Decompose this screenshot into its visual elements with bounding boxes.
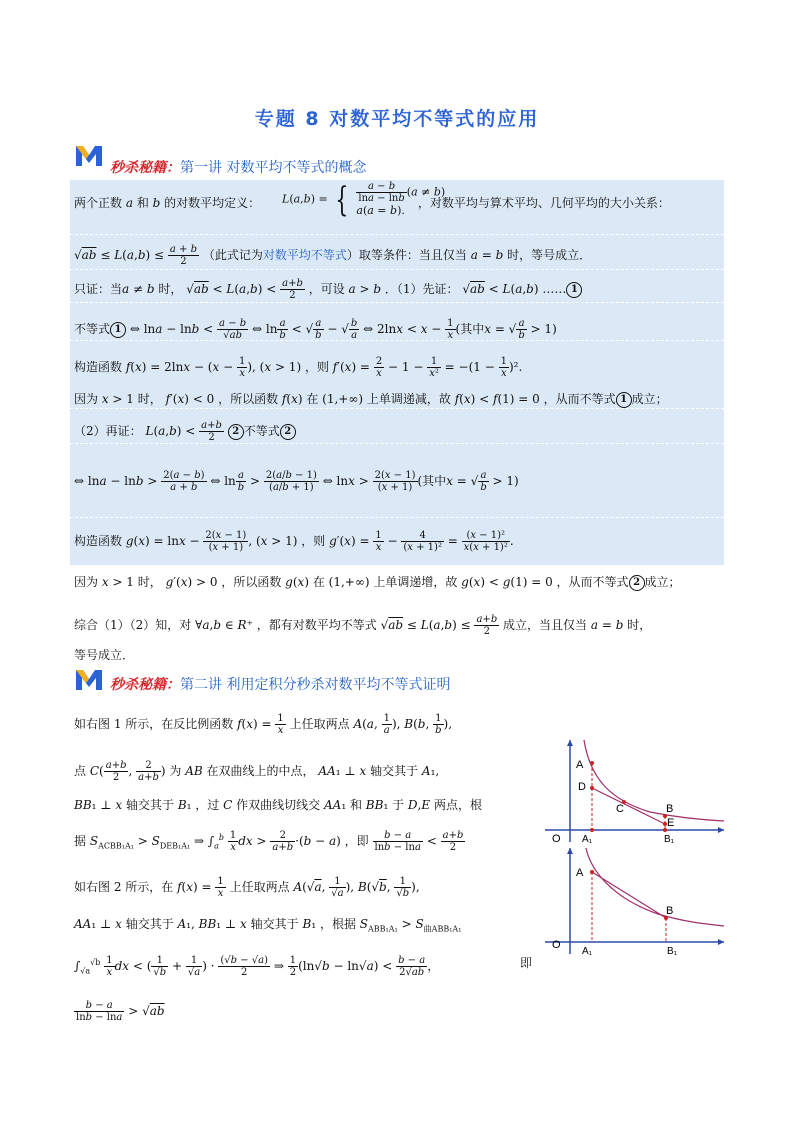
label-D: D — [578, 781, 586, 793]
construct-f-line: 构造函数 f(x) = 2lnx − (x − $\frac{1}{x}$ ), (x > 1) ，则 f′(x) = $\frac{2}{x}$ − 1 − $\frac{1}{\text{x²}}$ = −(1 − $\frac{1}{x}$ )². — [74, 356, 523, 379]
brand-logo-icon — [74, 142, 104, 168]
definition-line: 两个正数 a 和 b 的对数平均定义： ，对数平均与算术平均、几何平均的大小关系： — [74, 196, 670, 210]
second-proof-line: （2）再证： L(a,b) < $\frac{a+b}{2}$ 2 不等式 2 — [74, 420, 296, 443]
figure2-intro: 如右图 2 所示，在 f(x) = $\frac{1}{x}$ 上任取两点 A(√a, $\frac{1}{√a}$ ), B(√b, $\frac{1}{√b}$ ), — [74, 876, 420, 899]
midpoint-line: 点 C( $\frac{a+b}{2}$ , $\frac{2}{a+b}$ ) 为 AB 在双曲线上的中点， AA₁ ⊥ x 轴交其于 A₁, — [74, 760, 440, 783]
figure1-intro: 如右图 1 所示，在反比例函数 f(x) = $\frac{1}{x}$ 上任取两点 A(a, $\frac{1}{a}$ ), B(b, $\frac{1}{b}$ ), — [74, 713, 453, 736]
label-C: C — [616, 803, 624, 815]
section-header-1 — [74, 142, 104, 172]
construct-g-line: 构造函数 g(x) = lnx − $\frac{2(x - 1)}{(x + 1)}$ , (x > 1) ，则 g′(x) = $\frac{1}{x}$ − $\frac{4}{\text{(x + 1)²}}$ = $\frac{\text{(x − 1)²}}{\text{x(x + 1)²}}$ . — [74, 530, 514, 553]
label-B1: B₁ — [667, 946, 678, 956]
label-O: O — [552, 833, 561, 843]
final-inequality: $\frac{b - a}{\ln b - \ln a}$ > √ab — [76, 1000, 165, 1023]
label-A: A — [576, 867, 584, 879]
figure-2-hyperbola — [540, 846, 725, 956]
section-header-2 — [74, 666, 104, 696]
label-A: A — [576, 759, 584, 771]
label-B1: B₁ — [664, 834, 675, 843]
proof-intro-line: 只证：当a ≠ b 时， √ab < L(a,b) < $\frac{a+b}{2}$ ，可设 a > b ．（1）先证： √ab < L(a,b) …… 1 — [74, 278, 582, 301]
so-label: 即 — [520, 956, 533, 970]
label-O: O — [552, 939, 561, 951]
conclusion-line: 综合（1）（2）知，对 ∀a,b ∈ R⁺ ，都有对数平均不等式 √ab ≤ L(a,b) ≤ $\frac{a+b}{2}$ 成立，当且仅当 a = b 时， — [74, 614, 652, 637]
log-mean-definition: L(a,b) = { $\frac{a - b}{\ln a - \ln b}$ (a ≠ b) a(a = b). — [282, 179, 446, 220]
label-A1: A₁ — [582, 834, 593, 843]
label-E: E — [667, 817, 675, 829]
monotone-g-line: 因为 x > 1 时， g′(x) > 0 ，所以函数 g(x) 在 (1,+∞) 上单调递增，故 g(x) < g(1) = 0 ，从而不等式 2 成立； — [74, 575, 681, 589]
section-title-1: 秒杀秘籍：第一讲 对数平均不等式的概念 — [110, 160, 367, 176]
inequality-line: √ab ≤ L(a,b) ≤ $\frac{a + b}{2}$ （此式记为对数平均不等式）取等条件：当且仅当 a = b 时，等号成立． — [74, 244, 592, 267]
monotone-f-line: 因为 x > 1 时， f′(x) < 0 ，所以函数 f(x) 在 (1,+∞) 上单调递减，故 f(x) < f(1) = 0 ，从而不等式 1 成立； — [74, 392, 668, 406]
equivalence-line-1: 不等式 1 ⇔ lna − lnb < $\frac{a - b}{√ab}$ ⇔ ln $\frac{a}{b}$ < √ $\frac{a}{b}$ − √ $\frac{b}{a}$ ⇔ 2lnx < x − $\frac{1}{x}$ (其中x = √ $\frac{a}{b}$ > 1) — [74, 318, 557, 341]
figure-1-hyperbola — [540, 738, 725, 843]
page-title: 专题 8 对数平均不等式的应用 — [254, 108, 540, 130]
section-title-2: 秒杀秘籍：第二讲 利用定积分秒杀对数平均不等式证明 — [110, 677, 451, 693]
label-B: B — [666, 905, 674, 917]
perpendicular-line: AA₁ ⊥ x 轴交其于 A₁, BB₁ ⊥ x 轴交其于 B₁ ，根据 $S_{ABB_1A_1} > S_{曲ABB_1A_1}$ — [74, 917, 462, 934]
area-compare-line: 据 $S_{ACBB_1A_1} > S_{DEB_1A_1}$ ⇒ $\int_a^b$ $\frac{1}{x}$ dx > $\frac{2}{a+b}$ ·(b − a) ，即 $\frac{b - a}{\ln b - \ln a}$ < $\frac{a+b}{2}$ — [74, 830, 464, 853]
tangent-line: BB₁ ⊥ x 轴交其于 B₁ ，过 C 作双曲线切线交 AA₁ 和 BB₁ 于 D,E 两点，根 — [74, 798, 482, 812]
integral-line: $\int_{√a}^{√b}$ $\frac{1}{x}$ dx < ( $\frac{1}{√b}$ + $\frac{1}{√a}$ ) · $\frac{(√b - √a)}{2}$ ⇒ $\frac{1}{2}$ (ln√b − ln√a) < $\frac{b - a}{2√ab}$ ， — [74, 955, 440, 978]
conclusion-line-2: 等号成立． — [74, 648, 135, 662]
equivalence-line-2: ⇔ lna − lnb > $\frac{2(a - b)}{a + b}$ ⇔ ln $\frac{a}{b}$ > $\frac{2(a/b - 1)}{(a/b + 1)}$ ⇔ lnx > $\frac{2(x - 1)}{(x + 1)}$ (其中x = √ $\frac{a}{b}$ > 1) — [74, 470, 519, 493]
label-A1: A₁ — [582, 946, 593, 956]
label-B: B — [666, 803, 674, 815]
brand-logo-icon — [74, 666, 104, 692]
